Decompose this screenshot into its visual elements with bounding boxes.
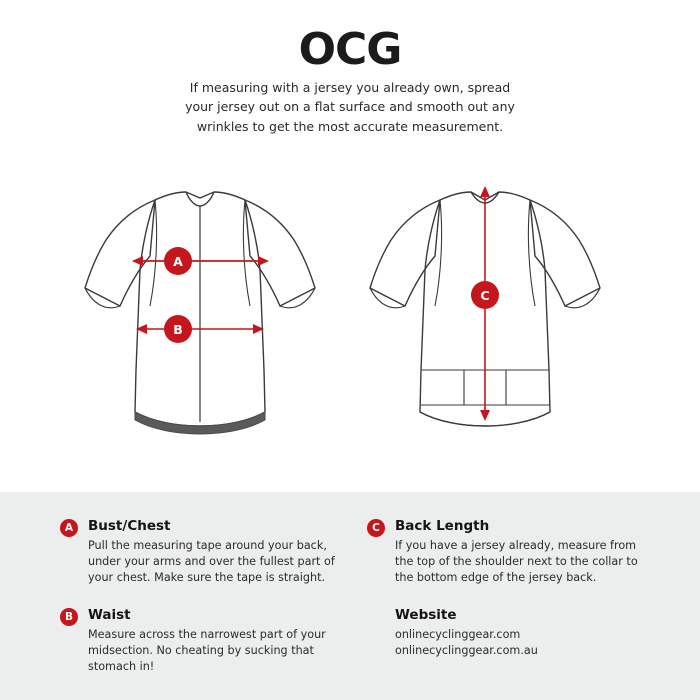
marker-b [164,315,192,343]
legend-body-back-length: If you have a jersey already, measure from the top of the shoulder next to the collar to the bottom edge of the jersey back. [395,539,638,585]
badge-b: B [60,608,78,626]
legend-column-left [60,518,343,695]
legend-column-right [367,518,650,695]
legend-entry-website [367,607,650,659]
front-jersey [85,192,315,434]
legend-columns [60,518,650,695]
brand-logo: OCG [298,24,402,75]
legend-title-website: Website [395,606,457,623]
jersey-diagram-svg [0,160,700,490]
svg-text:A: A [173,254,183,269]
jersey-diagram [0,160,700,490]
website-link-com[interactable]: onlinecyclinggear.com [395,627,521,641]
svg-text:B: B [173,322,183,337]
svg-text:C: C [480,288,490,303]
marker-a [164,247,192,275]
badge-a: A [60,519,78,537]
measurement-arrows [132,186,490,421]
legend-entry-back-length [367,518,650,587]
legend-body-bust-chest: Pull the measuring tape around your back, under your arms and over the fullest part of your chest. Make sure the tape is straight. [88,539,335,585]
legend-title-waist: Waist [88,606,131,623]
legend-title-back-length: Back Length [395,518,490,534]
legend-body-waist: Measure across the narrowest part of your midsection. No cheating by sucking that stomach in! [88,627,326,674]
legend-entry-bust-chest [60,518,343,587]
marker-c [471,281,499,309]
intro-text: If measuring with a jersey you already own, spread your jersey out on a flat surface and smooth out any wrinkles to get the most accurate measurement. [185,80,515,134]
badge-c: C [367,519,385,537]
legend-entry-waist [60,607,343,676]
legend-title-bust-chest: Bust/Chest [88,518,171,534]
legend-panel [0,492,700,700]
website-link-com-au[interactable]: onlinecyclinggear.com.au [395,643,538,657]
